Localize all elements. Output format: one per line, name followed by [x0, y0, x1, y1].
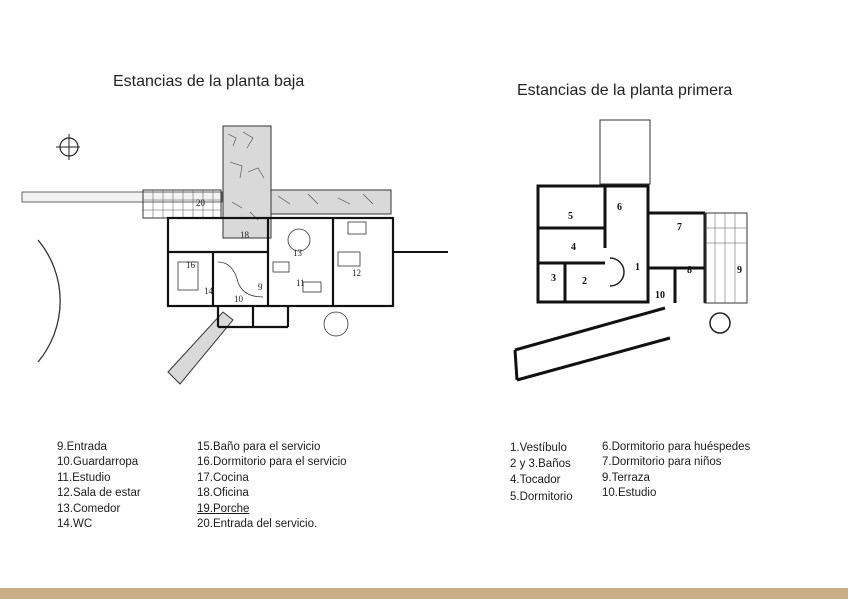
room-number: 2 [582, 276, 587, 287]
legend-item: 9.Entrada [57, 441, 107, 453]
first-floor-plan [505, 118, 757, 386]
room-number: 14 [204, 286, 213, 296]
first-floor-legend-column-1 [510, 440, 573, 505]
legend-item: 18.Oficina [197, 487, 249, 500]
ground-floor-title: Estancias de la planta baja [113, 73, 305, 90]
garden-curve [38, 240, 60, 362]
legend-item: 19.Porche [197, 502, 250, 515]
room-number: 3 [551, 273, 556, 284]
room-number: 4 [571, 242, 576, 253]
north-arrow-icon [56, 134, 80, 160]
legend-item: 12.Sala de estar [57, 487, 141, 500]
room-number: 10 [655, 290, 665, 301]
room-number: 16 [186, 260, 195, 270]
room-number: 11 [296, 278, 305, 288]
ground-floor-plan [18, 122, 450, 402]
room-number: 20 [196, 198, 205, 208]
legend-item: 7.Dormitorio para niños [602, 456, 722, 469]
legend-item: 6.Dormitorio para huéspedes [602, 441, 751, 453]
approach-ramp [515, 308, 670, 380]
room-number: 10 [234, 294, 243, 304]
stone-wall [168, 126, 391, 384]
legend-item: 13.Comedor [57, 502, 121, 515]
first-floor-title: Estancias de la planta primera [517, 82, 733, 99]
spiral-stair-exterior [710, 313, 730, 333]
legend-item: 17.Cocina [197, 471, 249, 484]
legend-item: 15.Baño para el servicio [197, 441, 321, 453]
legend-item: 14.WC [57, 517, 93, 530]
footer-bar [0, 588, 848, 599]
legend-item: 16.Dormitorio para el servicio [197, 456, 347, 469]
room-number: 12 [352, 268, 361, 278]
legend-item: 1.Vestíbulo [510, 442, 567, 454]
room-number: 6 [617, 202, 622, 213]
legend-item: 5.Dormitorio [510, 490, 573, 503]
room-number: 7 [677, 222, 682, 233]
furniture [178, 222, 366, 336]
legend-item: 4.Tocador [510, 474, 561, 487]
room-number: 5 [568, 211, 573, 222]
room-number: 9 [737, 265, 742, 276]
legend-item: 20.Entrada del servicio. [197, 517, 318, 530]
room-number: 8 [687, 265, 692, 276]
room-number: 18 [240, 230, 249, 240]
walkway [22, 192, 222, 202]
room-number: 1 [635, 262, 640, 273]
room-number: 13 [293, 248, 302, 258]
ground-floor-legend-column-1 [57, 440, 141, 532]
legend-item: 2 y 3.Baños [510, 458, 571, 471]
legend-item: 11.Estudio [57, 471, 111, 484]
room-number: 9 [258, 282, 263, 292]
chimney-outline [600, 120, 650, 184]
spiral-stair [610, 258, 624, 286]
ground-floor-legend-column-2 [197, 440, 347, 532]
legend-item: 9.Terraza [602, 471, 650, 484]
first-floor-legend-column-2 [602, 440, 750, 502]
terrace-hatch [705, 213, 747, 303]
legend-item: 10.Estudio [602, 487, 657, 500]
legend-item: 10.Guardarropa [57, 456, 139, 469]
